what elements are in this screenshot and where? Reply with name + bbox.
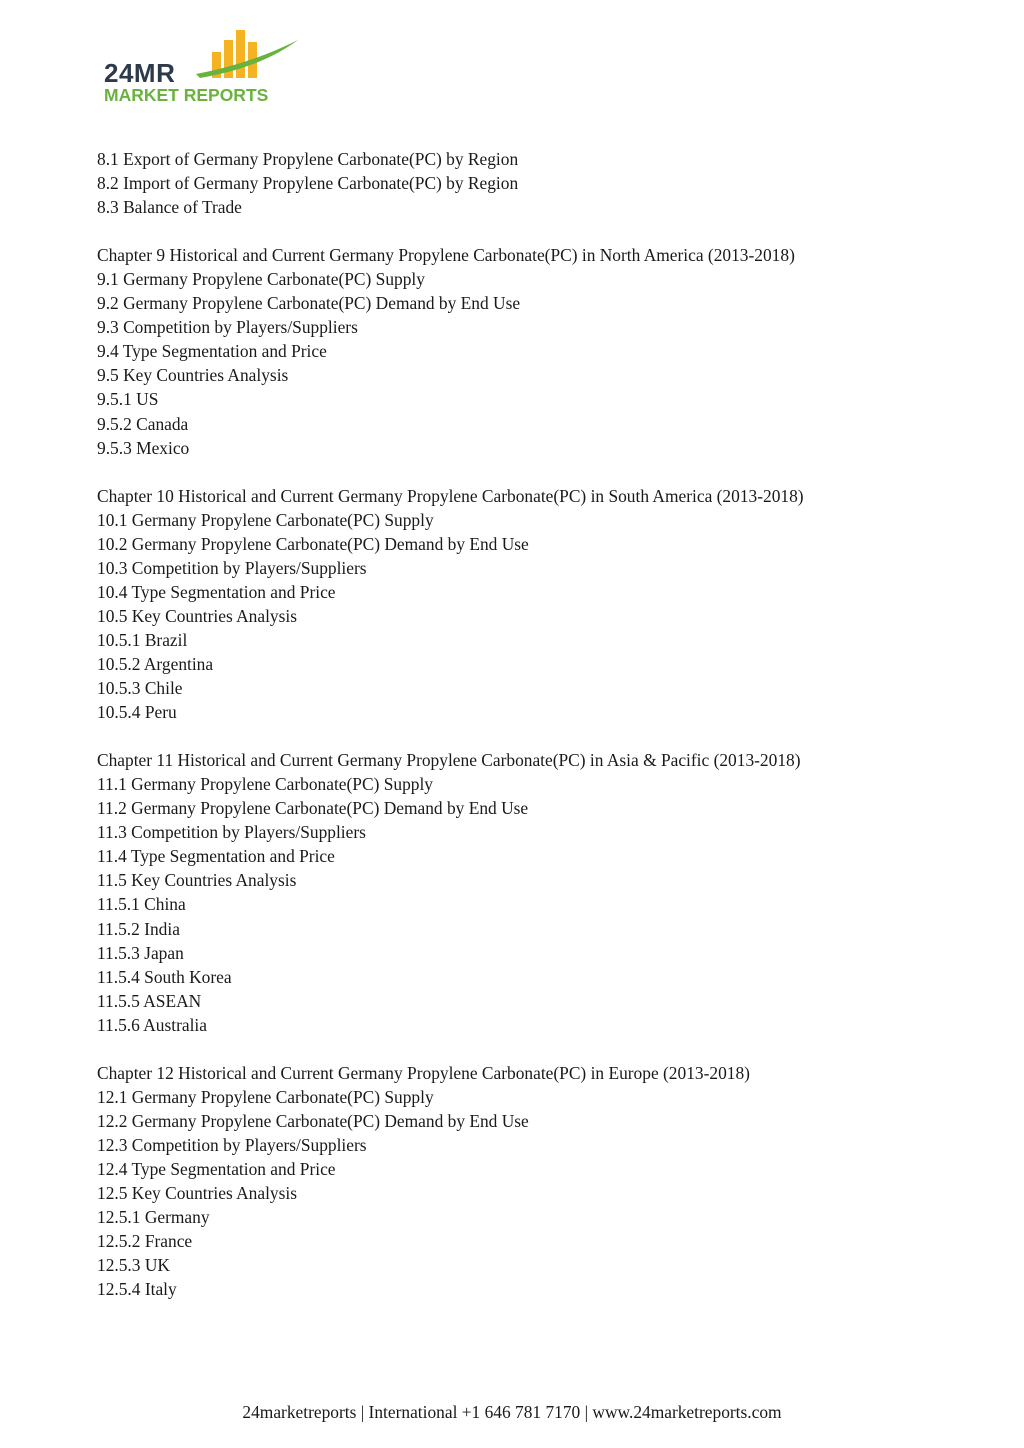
toc-item: 10.5.1 Brazil <box>97 629 188 650</box>
toc-item: 11.1 Germany Propylene Carbonate(PC) Supply <box>97 774 434 795</box>
toc-item: 11.5.6 Australia <box>97 1014 207 1035</box>
toc-item: 9.4 Type Segmentation and Price <box>97 341 327 362</box>
toc-item: 10.5 Key Countries Analysis <box>97 605 297 626</box>
toc-item: 9.2 Germany Propylene Carbonate(PC) Demand by End Use <box>97 293 521 314</box>
chapter-title: Chapter 10 Historical and Current Germany Propylene Carbonate(PC) in South America (2013-2018) <box>97 485 804 506</box>
company-logo <box>100 28 310 110</box>
toc-item: 11.3 Competition by Players/Suppliers <box>97 822 366 843</box>
toc-item: 11.5.5 ASEAN <box>97 990 202 1011</box>
toc-section-8 <box>97 147 977 219</box>
toc-item: 10.5.2 Argentina <box>97 653 214 674</box>
chapter-title: Chapter 12 Historical and Current Germany Propylene Carbonate(PC) in Europe (2013-2018) <box>97 1062 750 1083</box>
toc-item: 11.5.3 Japan <box>97 942 184 963</box>
toc-item: 12.5.2 France <box>97 1231 193 1252</box>
toc-item: 9.5.2 Canada <box>97 413 189 434</box>
toc-item: 9.1 Germany Propylene Carbonate(PC) Supply <box>97 269 425 290</box>
toc-item: 11.5.2 India <box>97 918 180 939</box>
toc-content <box>97 147 977 1301</box>
toc-item: 12.5.1 Germany <box>97 1207 210 1228</box>
toc-chapter-9 <box>97 243 977 459</box>
toc-item: 12.1 Germany Propylene Carbonate(PC) Supply <box>97 1086 434 1107</box>
toc-item: 11.5.4 South Korea <box>97 966 232 987</box>
toc-item: 12.4 Type Segmentation and Price <box>97 1158 336 1179</box>
toc-item: 10.2 Germany Propylene Carbonate(PC) Demand by End Use <box>97 533 529 554</box>
toc-item: 11.5.1 China <box>97 894 186 915</box>
toc-item: 12.5 Key Countries Analysis <box>97 1183 297 1204</box>
toc-item: 9.5.1 US <box>97 389 159 410</box>
toc-chapter-11 <box>97 748 977 1037</box>
toc-item: 8.3 Balance of Trade <box>97 197 242 218</box>
toc-item: 10.5.4 Peru <box>97 702 177 723</box>
toc-item: 8.2 Import of Germany Propylene Carbonate(PC) by Region <box>97 173 519 194</box>
toc-item: 8.1 Export of Germany Propylene Carbonate(PC) by Region <box>97 149 519 169</box>
toc-item: 12.3 Competition by Players/Suppliers <box>97 1134 367 1155</box>
toc-item: 9.5.3 Mexico <box>97 437 190 458</box>
toc-item: 11.4 Type Segmentation and Price <box>97 846 335 867</box>
toc-chapter-12 <box>97 1061 977 1301</box>
toc-item: 10.4 Type Segmentation and Price <box>97 581 336 602</box>
toc-item: 12.5.3 UK <box>97 1255 170 1276</box>
toc-item: 10.5.3 Chile <box>97 678 183 699</box>
footer-contact-text: 24marketreports | International +1 646 781 7170 | www.24marketreports.com <box>242 1402 782 1422</box>
toc-item: 12.2 Germany Propylene Carbonate(PC) Demand by End Use <box>97 1110 529 1131</box>
page-footer <box>0 1400 1024 1424</box>
toc-item: 12.5.4 Italy <box>97 1279 177 1300</box>
chapter-title: Chapter 9 Historical and Current Germany Propylene Carbonate(PC) in North America (2013-2018) <box>97 245 795 266</box>
logo-wordmark-bottom: MARKET REPORTS <box>104 85 269 105</box>
toc-item: 9.5 Key Countries Analysis <box>97 365 289 386</box>
toc-item: 11.2 Germany Propylene Carbonate(PC) Demand by End Use <box>97 798 529 819</box>
toc-item: 10.3 Competition by Players/Suppliers <box>97 557 367 578</box>
toc-item: 9.3 Competition by Players/Suppliers <box>97 317 358 338</box>
logo-wordmark-top: 24MR <box>104 58 176 88</box>
chapter-title: Chapter 11 Historical and Current Germany Propylene Carbonate(PC) in Asia & Pacific (2013-2018) <box>97 750 801 771</box>
toc-chapter-10 <box>97 484 977 724</box>
toc-item: 11.5 Key Countries Analysis <box>97 870 297 891</box>
toc-item: 10.1 Germany Propylene Carbonate(PC) Supply <box>97 509 434 530</box>
